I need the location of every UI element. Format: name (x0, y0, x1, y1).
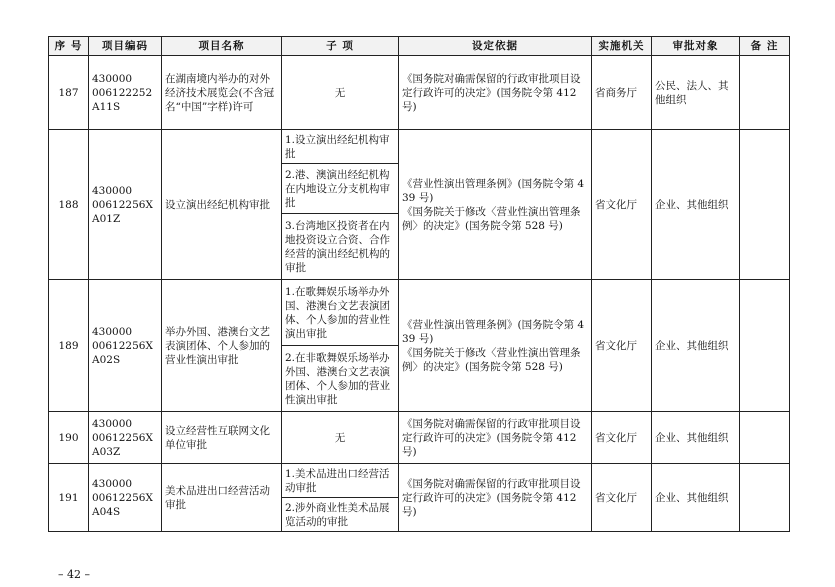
item-name: 设立演出经纪机构审批 (162, 130, 282, 280)
document-page (48, 36, 789, 532)
implementing-agency: 省文化厅 (592, 412, 652, 464)
item-code (89, 412, 162, 464)
table-row (49, 464, 790, 498)
approval-target: 企业、其他组织 (652, 130, 740, 280)
subitem: 2.港、澳演出经纪机构在内地设立分支机构审批 (282, 164, 399, 214)
subitem: 1.设立演出经纪机构审批 (282, 130, 399, 164)
item-code (89, 464, 162, 532)
header-cell-no: 序 号 (49, 37, 89, 56)
item-name: 美术品进出口经营活动审批 (162, 464, 282, 532)
approval-items-table (48, 36, 790, 532)
approval-target: 公民、法人、其他组织 (652, 56, 740, 130)
item-code (89, 56, 162, 130)
legal-basis: 《营业性演出管理条例》(国务院令第 439 号) 《国务院关于修改〈营业性演出管理条例〉的决定》(国务院令第 528 号) (399, 280, 592, 412)
item-code-line: 006122252 (92, 86, 153, 99)
remark (740, 412, 790, 464)
item-name: 在湖南境内举办的对外经济技术展览会(不含冠名“中国”字样)许可 (162, 56, 282, 130)
item-code-line: 00612256X (92, 198, 153, 211)
implementing-agency: 省文化厅 (592, 130, 652, 280)
header-cell-name: 项目名称 (162, 37, 282, 56)
approval-target: 企业、其他组织 (652, 280, 740, 412)
item-code-line: 430000 (92, 72, 133, 85)
subitem: 2.在非歌舞娱乐场举办外国、港澳台文艺表演团体、个人参加的营业性演出审批 (282, 346, 399, 412)
item-code-line: A11S (92, 100, 121, 113)
implementing-agency: 省商务厅 (592, 56, 652, 130)
header-cell-subitem: 子 项 (282, 37, 399, 56)
row-number: 189 (49, 280, 89, 412)
item-code (89, 130, 162, 280)
table-row (49, 56, 790, 130)
item-code-line: 430000 (92, 477, 133, 490)
subitem: 无 (282, 56, 399, 130)
implementing-agency: 省文化厅 (592, 280, 652, 412)
header-cell-basis: 设定依据 (399, 37, 592, 56)
legal-basis: 《国务院对确需保留的行政审批项目设定行政许可的决定》(国务院令第 412 号) (399, 412, 592, 464)
item-name: 设立经营性互联网文化单位审批 (162, 412, 282, 464)
item-code-line: A04S (92, 505, 121, 518)
remark (740, 464, 790, 532)
subitem: 3.台湾地区投资者在内地投资设立合资、合作经营的演出经纪机构的审批 (282, 214, 399, 280)
item-code-line: 430000 (92, 184, 133, 197)
row-number: 188 (49, 130, 89, 280)
remark (740, 280, 790, 412)
table-row (49, 412, 790, 464)
remark (740, 56, 790, 130)
row-number: 187 (49, 56, 89, 130)
item-name: 举办外国、港澳台文艺表演团体、个人参加的营业性演出审批 (162, 280, 282, 412)
item-code-line: 430000 (92, 325, 133, 338)
approval-target: 企业、其他组织 (652, 464, 740, 532)
item-code-line: 430000 (92, 417, 133, 430)
item-code-line: A02S (92, 353, 121, 366)
table-row (49, 130, 790, 164)
remark (740, 130, 790, 280)
header-row (49, 37, 790, 56)
approval-target: 企业、其他组织 (652, 412, 740, 464)
implementing-agency: 省文化厅 (592, 464, 652, 532)
page-number: – 42 – (58, 568, 90, 581)
legal-basis: 《国务院对确需保留的行政审批项目设定行政许可的决定》(国务院令第 412 号) (399, 56, 592, 130)
subitem: 2.涉外商业性美术品展览活动的审批 (282, 498, 399, 532)
header-cell-agency: 实施机关 (592, 37, 652, 56)
table-row (49, 280, 790, 346)
subitem: 1.美术品进出口经营活动审批 (282, 464, 399, 498)
row-number: 191 (49, 464, 89, 532)
row-number: 190 (49, 412, 89, 464)
item-code-line: A01Z (92, 212, 121, 225)
item-code (89, 280, 162, 412)
legal-basis: 《国务院对确需保留的行政审批项目设定行政许可的决定》(国务院令第 412 号) (399, 464, 592, 532)
subitem: 无 (282, 412, 399, 464)
item-code-line: 00612256X (92, 491, 153, 504)
header-cell-note: 备 注 (740, 37, 790, 56)
item-code-line: 00612256X (92, 431, 153, 444)
header-cell-target: 审批对象 (652, 37, 740, 56)
item-code-line: A03Z (92, 445, 121, 458)
subitem: 1.在歌舞娱乐场举办外国、港澳台文艺表演团体、个人参加的营业性演出审批 (282, 280, 399, 346)
legal-basis: 《营业性演出管理条例》(国务院令第 439 号) 《国务院关于修改〈营业性演出管理条例〉的决定》(国务院令第 528 号) (399, 130, 592, 280)
header-cell-code: 项目编码 (89, 37, 162, 56)
item-code-line: 00612256X (92, 339, 153, 352)
